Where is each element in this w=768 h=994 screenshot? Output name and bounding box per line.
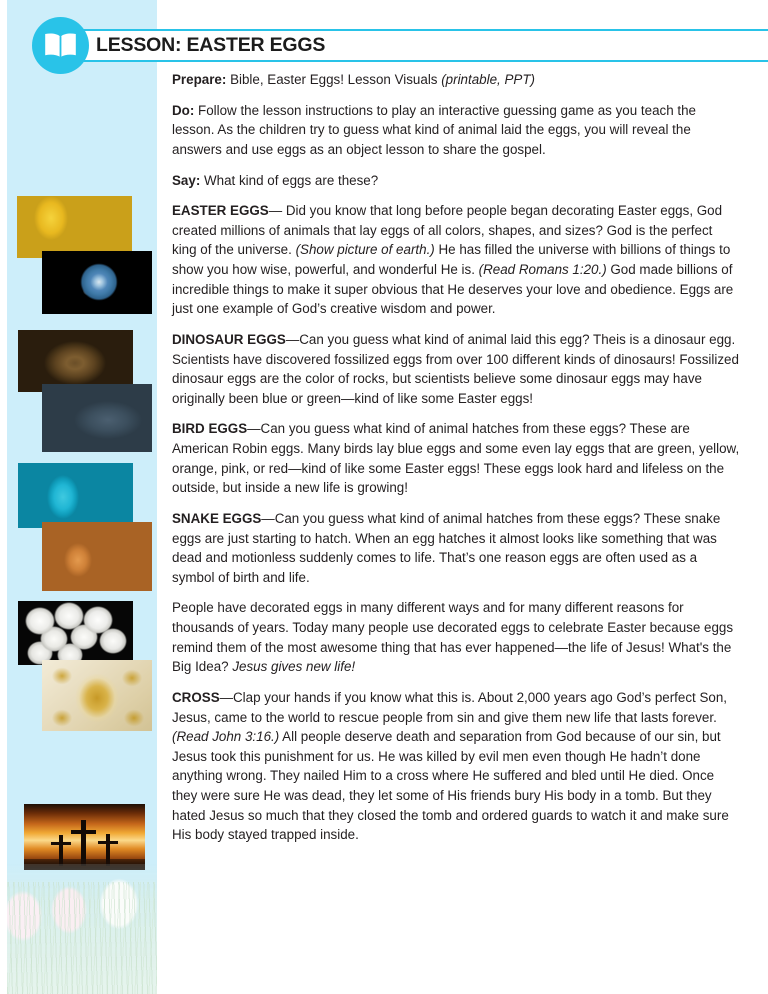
text-run-bold: BIRD EGGS [172,421,248,437]
robin-bird-photo [42,522,152,591]
text-run-italic: (Read Romans 1:20.) [478,262,607,277]
paragraph-snake-eggs [172,509,740,588]
paragraph-say [172,171,740,191]
text-run-italic: (Show picture of earth.) [295,242,435,258]
text-run-bold: DINOSAUR EGGS [172,331,286,347]
text-run-normal: He has filled the universe with billions of things to show you how wise, powerful, and wonderful He is. [172,242,731,277]
text-run-bold: CROSS [172,689,220,705]
paragraph-decorated-eggs [172,598,740,677]
text-run-normal: God made billions of incredible things to make it super obvious that He deserves your love and obedience. Eggs are just one example of God’s creative wisdom and power. [172,262,734,317]
text-run-normal: People have decorated eggs in many different ways and for many different reasons for thousands of years. Today many people use decorated eggs to celebrate Easter because eggs remind them of the most awesome thing that has ever happened—the life of Jesus! What's the Big Idea? [172,600,734,675]
text-run-italic: Jesus gives new life! [232,659,356,675]
text-run-bold: Say: [172,172,201,188]
decorative-sidebar [7,0,157,994]
text-run-bold: EASTER EGGS [172,203,269,219]
text-run-normal: All people deserve death and separation from God because of our sin, but Jesus took this punishment for us. He was killed by evil men even though He hadn’t done anything wrong. They nailed Him to a cross where He suffered and bled until He died. Once they were sure He was dead, they let some of His friends bury His body in a tomb. But they hated Jesus so much that they closed the tomb and ordered guards to watch it and make sure His body stayed trapped inside. [172,729,729,843]
text-run-bold: SNAKE EGGS [172,510,262,526]
text-run-italic: (Read John 3:16.) [172,729,280,745]
text-run-bold: Do: [172,102,195,118]
lesson-header [60,29,768,62]
paragraph-cross [172,688,740,845]
paragraph-easter-eggs [172,201,740,319]
easter-eggs-photo [17,196,132,258]
image-group-crosses [7,804,157,872]
text-run-normal: —Can you guess what kind of animal hatches from these eggs? These are American Robin eggs. Many birds lay blue eggs and some even lay eggs that are green, yellow, orange, pink, or red—kind of like some Easter eggs! These eggs look hard and lifeless on the outside, but inside a new life is growing! [172,421,740,496]
page-title: LESSON: EASTER EGGS [96,34,326,56]
text-run-normal: —Can you guess what kind of animal laid this egg? Theis is a dinosaur egg. Scientists have discovered fossilized eggs from over 100 different kinds of dinosaurs! Fossilized dinosaur eggs are the color of rocks, but scientists believe some dinosaur eggs may have originally been blue or green—kind of like some Easter eggs! [172,331,739,406]
dinosaur-photo [42,384,152,452]
snake-eggs-photo [18,601,133,665]
text-run-normal: Bible, Easter Eggs! Lesson Visuals [226,72,442,87]
text-run-normal: — Did you know that long before people began decorating Easter eggs, God created millions of animals that lay eggs of all colors, shapes, and sizes? God is the perfect king of the universe. [172,203,723,258]
eggs-in-grass-decoration [7,864,157,994]
image-group-dinosaur [7,330,157,452]
image-group-robin [7,463,157,591]
text-run-normal: Follow the lesson instructions to play an interactive guessing game as you teach the lesson. As the children try to guess what kind of animal laid the eggs, you will reveal the answers and use eggs as an object lesson to share the gospel. [172,102,696,157]
text-run-normal: —Can you guess what kind of animal hatches from these eggs? These snake eggs are just starting to hatch. When an egg hatches it almost looks like something that was dead and motionless suddenly comes to life. That’s one reason eggs are often used as a symbol of birth and life. [172,510,721,585]
image-group-snake [7,601,157,731]
text-run-normal: —Clap your hands if you know what this is. About 2,000 years ago God’s perfect Son, Jesus, came to the world to rescue people from sin and give them new life that lasts forever. [172,689,728,725]
text-run-normal: What kind of eggs are these? [200,172,379,188]
text-run-bold: Prepare: [172,72,227,87]
grass-texture [7,882,157,994]
paragraph-bird-eggs [172,419,740,498]
text-run-italic: (printable, PPT) [441,72,535,87]
earth-photo [42,251,152,314]
dinosaur-egg-photo [18,330,133,392]
image-group-easter-eggs-and-earth [7,196,157,314]
python-photo [42,660,152,731]
crosses-photo [24,804,145,870]
robin-eggs-photo [18,463,133,528]
paragraph-prepare [172,70,740,90]
paragraph-do [172,101,740,160]
open-book-icon [32,17,89,74]
lesson-body [172,70,740,856]
paragraph-dinosaur-eggs [172,330,740,409]
